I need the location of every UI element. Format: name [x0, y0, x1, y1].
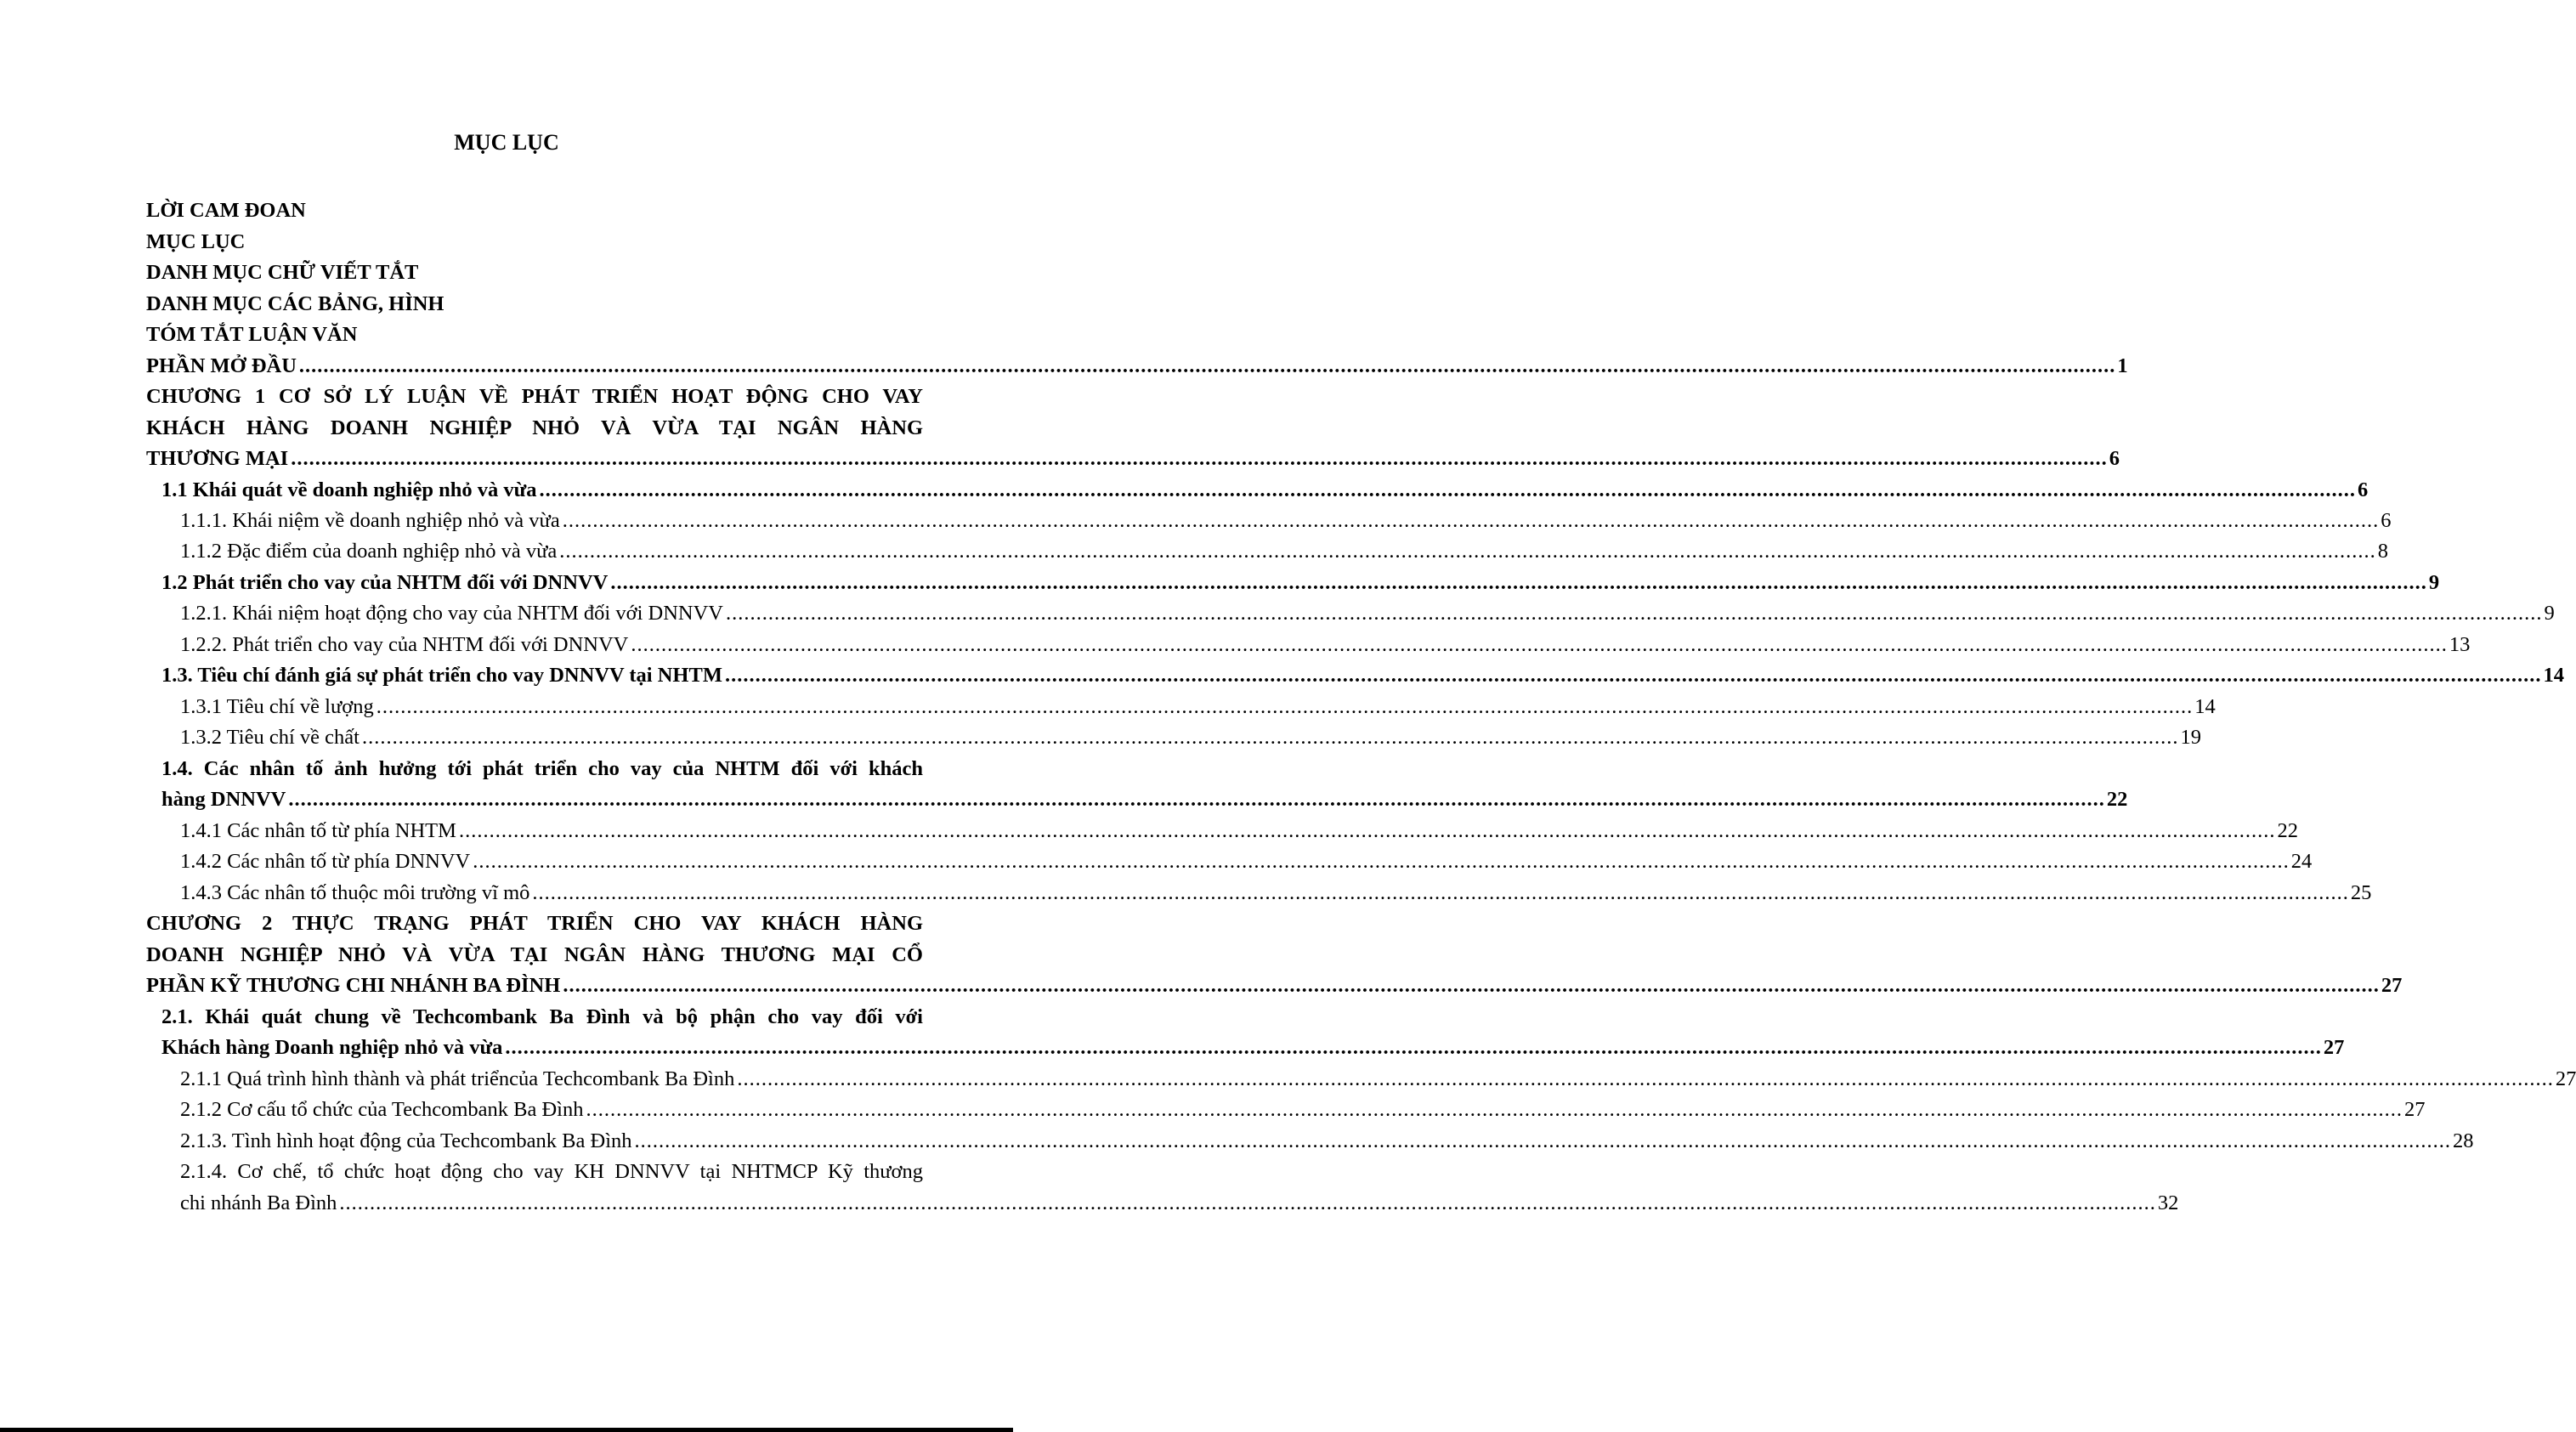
toc-entry[interactable]: [180, 845, 2313, 879]
dot-leader: ............................................................................................................................................................................................................................................................................................................: [458, 819, 2276, 842]
toc-page-number: 27: [2555, 1067, 2576, 1090]
toc-entry-title: 1.1.1. Khái niệm về doanh nghiệp nhỏ và vừa: [180, 509, 560, 532]
toc-page-number: 14: [2194, 695, 2216, 718]
toc-entry[interactable]: [180, 1124, 2474, 1158]
toc-entry[interactable]: [180, 876, 2372, 910]
toc-page-number: 28: [2453, 1129, 2474, 1152]
toc-page-number: 22: [2106, 788, 2128, 811]
toc-entry-title: 1.2.1. Khái niệm hoạt động cho vay của NHTM đối với DNNVV: [180, 602, 723, 625]
toc-entry-title: 1.2.2. Phát triển cho vay của NHTM đối với DNNVV: [180, 633, 629, 656]
toc-entry-title: 1.3. Tiêu chí đánh giá sự phát triển cho vay DNNVV tại NHTM: [161, 664, 722, 687]
toc-entry[interactable]: [180, 628, 2471, 662]
toc-page-number: 27: [2381, 974, 2403, 997]
dot-leader: ............................................................................................................................................................................................................................................................................................................: [562, 509, 2380, 532]
toc-entry-title: 1.3.1 Tiêu chí về lượng: [180, 695, 374, 718]
toc-entry-title: THƯƠNG MẠI: [146, 447, 289, 470]
toc-entry-title: 1.1 Khái quát về doanh nghiệp nhỏ và vừa: [161, 478, 537, 501]
toc-front-matter-item[interactable]: LỜI CAM ĐOAN: [146, 199, 306, 222]
toc-entry[interactable]: [180, 535, 2389, 569]
toc-front-matter-item[interactable]: MỤC LỤC: [146, 230, 246, 253]
dot-leader: ............................................................................................................................................................................................................................................................................................................: [505, 1036, 2322, 1059]
toc-entry-title: PHẦN MỞ ĐẦU: [146, 354, 297, 377]
toc-section-line[interactable]: 1.4. Các nhân tố ảnh hưởng tới phát triển cho vay của NHTM đối với khách: [161, 757, 923, 780]
toc-page-number: 14: [2543, 664, 2564, 687]
toc-subsection-line[interactable]: 2.1.4. Cơ chế, tổ chức hoạt động cho vay KH DNNVV tại NHTMCP Kỹ thương: [180, 1160, 923, 1183]
toc-entry[interactable]: [161, 473, 2369, 507]
dot-leader: ............................................................................................................................................................................................................................................................................................................: [298, 354, 2116, 377]
dot-leader: ............................................................................................................................................................................................................................................................................................................: [291, 447, 2108, 470]
toc-entry-title: 2.1.3. Tình hình hoạt động của Techcombank Ba Đình: [180, 1129, 632, 1152]
toc-page-number: 9: [2428, 571, 2440, 594]
toc-entry[interactable]: [161, 566, 2440, 600]
toc-entry-title: Khách hàng Doanh nghiệp nhỏ và vừa: [161, 1036, 503, 1059]
toc-page-number: 25: [2350, 881, 2372, 904]
toc-front-matter-item[interactable]: DANH MỤC CÁC BẢNG, HÌNH: [146, 292, 444, 315]
toc-entry-title: 1.4.3 Các nhân tố thuộc môi trường vĩ mô: [180, 881, 530, 904]
dot-leader: ............................................................................................................................................................................................................................................................................................................: [631, 633, 2448, 656]
page-title: MỤC LỤC: [454, 130, 559, 155]
toc-entry[interactable]: [180, 1062, 2576, 1096]
dot-leader: ............................................................................................................................................................................................................................................................................................................: [737, 1067, 2554, 1090]
toc-entry[interactable]: [161, 1031, 2345, 1065]
toc-page-number: 1: [2117, 354, 2128, 377]
dot-leader: ............................................................................................................................................................................................................................................................................................................: [361, 726, 2179, 749]
toc-entry-title: 1.1.2 Đặc điểm của doanh nghiệp nhỏ và vừa: [180, 540, 558, 563]
toc-page-number: 22: [2277, 819, 2298, 842]
toc-chapter-line[interactable]: CHƯƠNG 1 CƠ SỞ LÝ LUẬN VỀ PHÁT TRIỂN HOẠT ĐỘNG CHO VAY: [146, 385, 923, 408]
dot-leader: ............................................................................................................................................................................................................................................................................................................: [473, 850, 2290, 873]
toc-front-matter-item[interactable]: TÓM TẮT LUẬN VĂN: [146, 323, 358, 346]
toc-page-number: 24: [2290, 850, 2313, 873]
dot-leader: ............................................................................................................................................................................................................................................................................................................: [559, 540, 2376, 563]
toc-entry-title: hàng DNNVV: [161, 788, 286, 811]
toc-page-number: 6: [2358, 478, 2369, 501]
toc-page-number: 27: [2403, 1098, 2426, 1121]
dot-leader: ............................................................................................................................................................................................................................................................................................................: [376, 695, 2194, 718]
dot-leader: ............................................................................................................................................................................................................................................................................................................: [539, 478, 2357, 501]
toc-page-number: 13: [2449, 633, 2471, 656]
toc-section-line[interactable]: 2.1. Khái quát chung về Techcombank Ba Đình và bộ phận cho vay đối với: [161, 1005, 923, 1028]
dot-leader: ............................................................................................................................................................................................................................................................................................................: [610, 571, 2427, 594]
dot-leader: ............................................................................................................................................................................................................................................................................................................: [563, 974, 2380, 997]
dot-leader: ............................................................................................................................................................................................................................................................................................................: [724, 664, 2542, 687]
toc-entry[interactable]: [161, 659, 2564, 693]
bottom-rule: [0, 1428, 1013, 1432]
dot-leader: ............................................................................................................................................................................................................................................................................................................: [634, 1129, 2452, 1152]
toc-entry[interactable]: [161, 783, 2128, 817]
toc-chapter-line[interactable]: KHÁCH HÀNG DOANH NGHIỆP NHỎ VÀ VỪA TẠI NGÂN HÀNG: [146, 416, 923, 439]
toc-page-number: 19: [2180, 726, 2201, 749]
toc-page-number: 27: [2323, 1036, 2345, 1059]
dot-leader: ............................................................................................................................................................................................................................................................................................................: [586, 1098, 2403, 1121]
toc-page-number: 9: [2544, 602, 2555, 625]
toc-chapter-line[interactable]: CHƯƠNG 2 THỰC TRẠNG PHÁT TRIỂN CHO VAY KHÁCH HÀNG: [146, 912, 923, 935]
toc-entry-title: 2.1.1 Quá trình hình thành và phát triểncủa Techcombank Ba Đình: [180, 1067, 735, 1090]
toc-entry-title: 1.4.2 Các nhân tố từ phía DNNVV: [180, 850, 471, 873]
toc-entry-title: 1.2 Phát triển cho vay của NHTM đối với DNNVV: [161, 571, 609, 594]
toc-entry-title: PHẦN KỸ THƯƠNG CHI NHÁNH BA ĐÌNH: [146, 974, 561, 997]
toc-front-matter-item[interactable]: DANH MỤC CHỮ VIẾT TẮT: [146, 261, 419, 284]
dot-leader: ............................................................................................................................................................................................................................................................................................................: [532, 881, 2349, 904]
toc-entry-title: 2.1.2 Cơ cấu tổ chức của Techcombank Ba Đình: [180, 1098, 584, 1121]
toc-entry[interactable]: [146, 969, 2403, 1003]
toc-entry[interactable]: [180, 597, 2555, 631]
toc-entry[interactable]: [180, 814, 2298, 848]
toc-page-number: 32: [2157, 1191, 2179, 1214]
toc-entry[interactable]: [180, 721, 2201, 755]
toc-entry-title: 1.3.2 Tiêu chí về chất: [180, 726, 360, 749]
toc-entry[interactable]: [146, 349, 2128, 383]
toc-entry[interactable]: [180, 1186, 2179, 1220]
toc-entry[interactable]: [180, 504, 2392, 538]
toc-chapter-line[interactable]: DOANH NGHIỆP NHỎ VÀ VỪA TẠI NGÂN HÀNG THƯƠNG MẠI CỔ: [146, 943, 923, 966]
toc-page-number: 8: [2377, 540, 2389, 563]
toc-page-number: 6: [2109, 447, 2120, 470]
dot-leader: ............................................................................................................................................................................................................................................................................................................: [725, 602, 2543, 625]
toc-entry-title: 1.4.1 Các nhân tố từ phía NHTM: [180, 819, 456, 842]
dot-leader: ............................................................................................................................................................................................................................................................................................................: [339, 1191, 2156, 1214]
toc-entry[interactable]: [180, 1093, 2426, 1127]
toc-entry[interactable]: [146, 442, 2120, 476]
dot-leader: ............................................................................................................................................................................................................................................................................................................: [288, 788, 2105, 811]
toc-page-number: 6: [2381, 509, 2392, 532]
toc-entry-title: chi nhánh Ba Đình: [180, 1191, 337, 1214]
toc-entry[interactable]: [180, 690, 2216, 724]
